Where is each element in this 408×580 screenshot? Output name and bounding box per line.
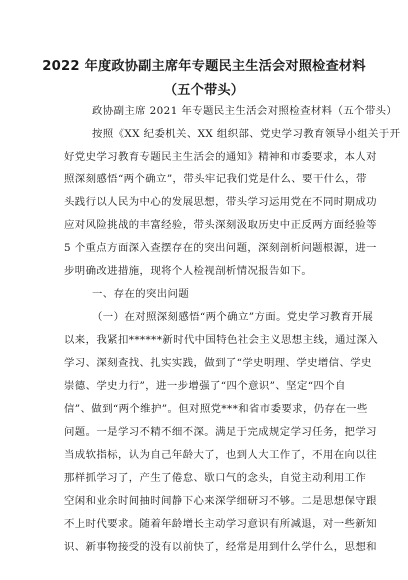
doc-line: 政协副主席 2021 年专题民主生活会对照检查材料（五个带头）: [92, 105, 398, 117]
doc-line: 问题。一是学习不精不细不深。满足于完成规定学习任务，把学习: [64, 426, 377, 438]
doc-line: 照深刻感悟“两个确立”，带头牢记我们党是什么、要干什么，带: [64, 173, 367, 185]
document-title: 2022 年度政协副主席年专题民主生活会对照检查材料: [42, 59, 366, 74]
document-subtitle: （五个带头）: [163, 83, 245, 98]
doc-line: 信”、做到“两个维护”。但对照党***和省市委要求，仍存在一些: [64, 403, 368, 415]
doc-line: 好党史学习教育专题民主生活会的通知》精神和市委要求，本人对: [64, 151, 377, 163]
doc-line: 当成软指标，认为自己年龄大了，也到人大工作了，不用在向以往: [64, 449, 377, 461]
doc-line: 学习、深刻查找、扎实实践，做到了“学史明理、学史增信、学史: [64, 357, 372, 369]
doc-line: （一）在对照深刻感悟“两个确立”方面。党史学习教育开展: [92, 311, 374, 323]
doc-line: 应对风险挑战的丰富经验，带头深刻汲取历史中正反两方面经验等: [64, 219, 377, 231]
section-heading: 一、存在的突出问题: [92, 288, 190, 300]
doc-line: 识、新事物接受的没有以前快了，经常是用到什么学什么，思想和: [64, 541, 377, 553]
doc-line: 步明确改进措施，现将个人检视剖析情况报告如下。: [64, 265, 313, 277]
doc-line: 以来，我紧扣******新时代中国特色社会主义思想主线，通过深入: [64, 334, 379, 346]
doc-line: 头践行以人民为中心的发展思想，带头学习运用党在不同时期成功: [64, 196, 377, 208]
doc-line: 按照《XX 纪委机关、XX 组织部、党史学习教育领导小组关于开: [92, 128, 401, 140]
doc-line: 5 个重点方面深入查摆存在的突出问题，深刻剖析问题根源，进一: [64, 242, 377, 254]
doc-line: 不上时代要求。随着年龄增长主动学习意识有所减退，对一些新知: [64, 518, 377, 530]
doc-line: 空闲和业余时间抽时间静下心来深学细研习不够。二是思想保守跟: [64, 495, 377, 507]
doc-line: 崇德、学史力行”，进一步增强了“四个意识”、坚定“四个自: [64, 380, 346, 392]
doc-line: 那样抓学习了，产生了倦怠、歇口气的念头，自觉主动利用工作: [64, 472, 367, 484]
